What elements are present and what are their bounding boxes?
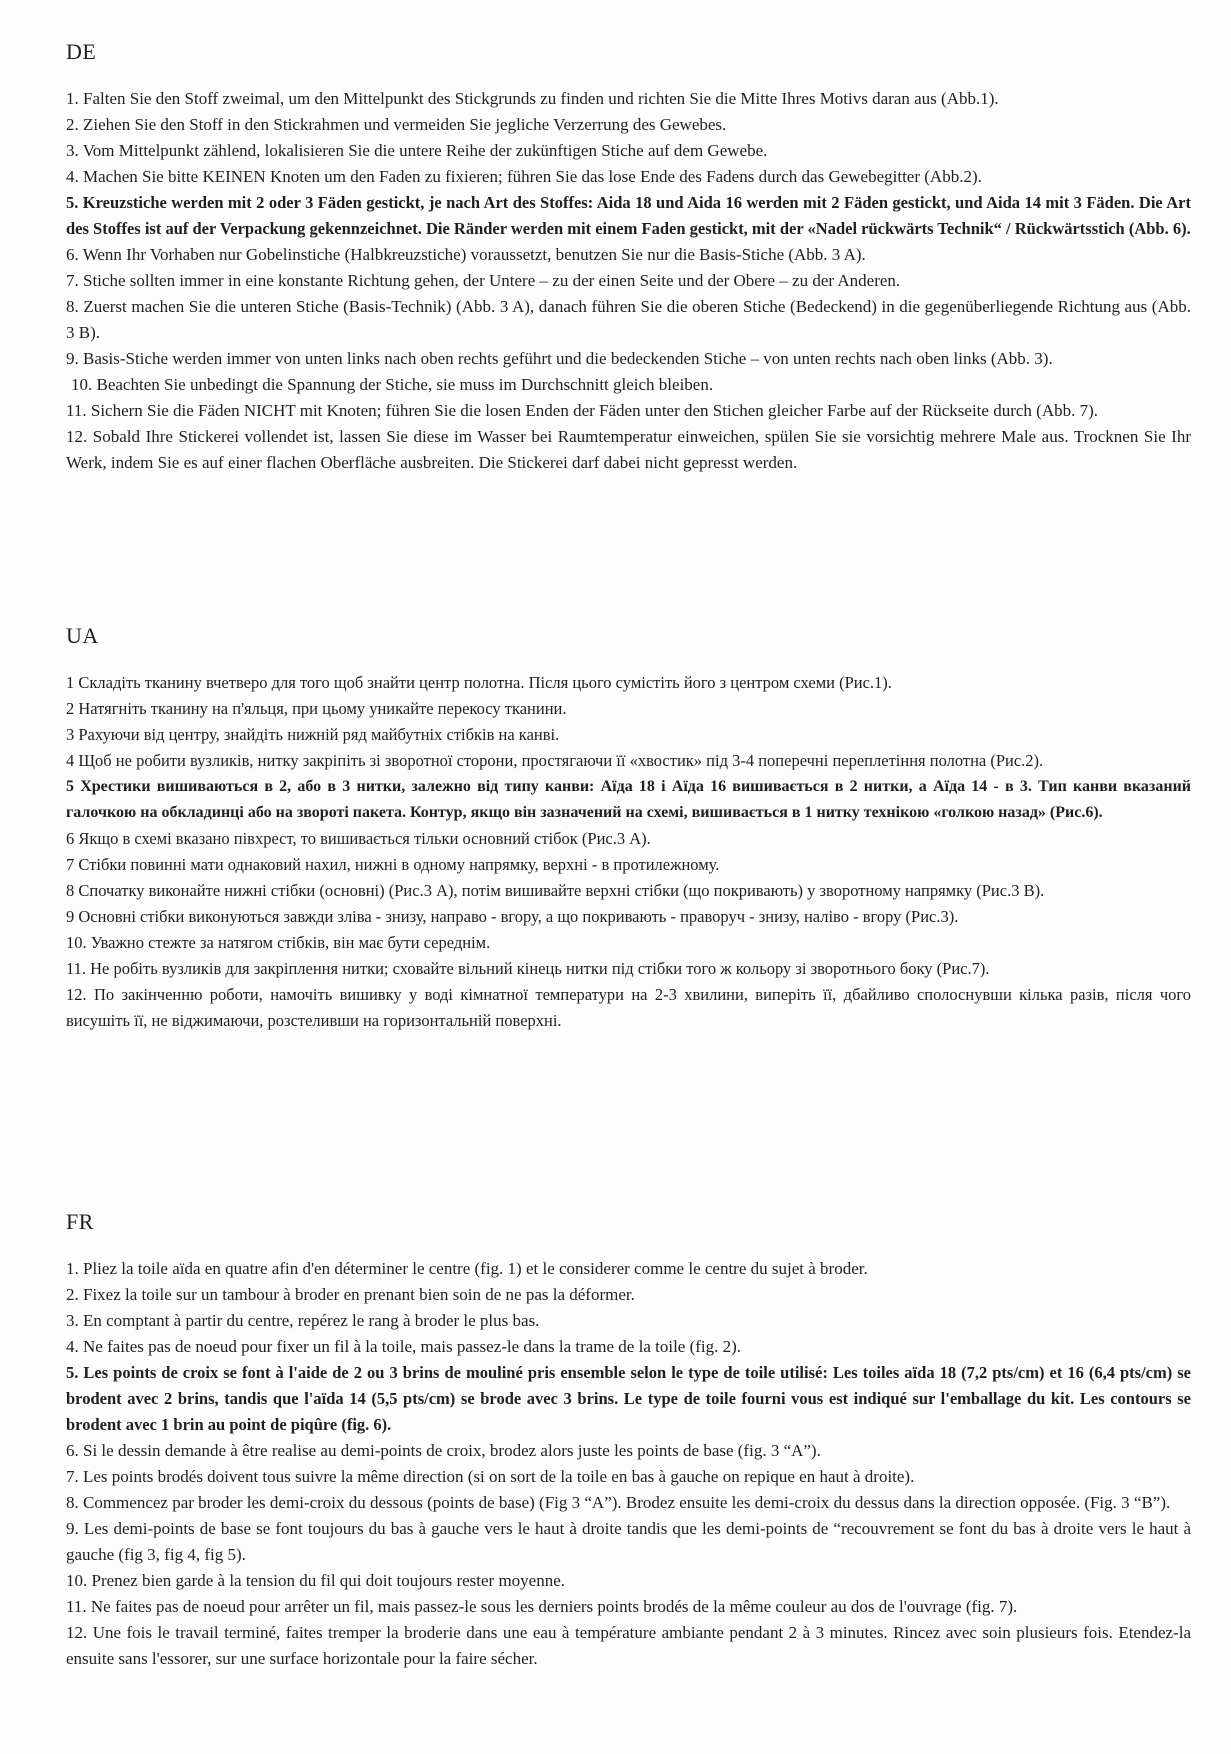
list-item: 1. Pliez la toile aïda en quatre afin d'en déterminer le centre (fig. 1) et le considerer comme le centre du sujet à broder. [66,1259,868,1278]
list-item-bold: 5 Хрестики вишиваються в 2, або в 3 нитки, залежно від типу канви: Аїда 18 і Аїда 16 вишивається в 2 нитки, а Аїда 14 - в 3. Тип канви вказаний галочкою на обкладинці або на звороті пакета. Контур, якщо він зазначений на схемі, вишивається в 1 нитку технікою «голкою назад» (Рис.6). [66,778,1191,821]
section-de [66,38,1191,476]
list-item: 2. Fixez la toile sur un tambour à broder en prenant bien soin de ne pas la déformer. [66,1285,635,1304]
list-item: 12. По закінченню роботи, намочіть вишивку у воді кімнатної температури на 2-3 хвилини, виперіть її, дбайливо сполоснувши кілька разів, після чого висушіть її, не віджимаючи, розстеливши на горизонтальній поверхні. [66,985,1191,1030]
list-item: 4. Machen Sie bitte KEINEN Knoten um den Faden zu fixieren; führen Sie das lose Ende des Fadens durch das Gewebegitter (Abb.2). [66,167,982,186]
list-item-bold: 5. Les points de croix se font à l'aide de 2 ou 3 brins de mouliné pris ensemble selon le type de toile utilisé: Les toiles aïda 18 (7,2 pts/cm) et 16 (6,4 pts/cm) se brodent avec 2 brins, tandis que l'aïda 14 (5,5 pts/cm) se brode avec 3 brins. Le type de toile fourni vous est indiqué sur l'emballage du kit. Les contours se brodent avec 1 brin au point de piqûre (fig. 6). [66,1363,1191,1434]
list-item: 7. Les points brodés doivent tous suivre la même direction (si on sort de la toile en bas à gauche on repique en haut à droite). [66,1467,915,1486]
list-item: 8. Commencez par broder les demi-croix du dessous (points de base) (Fig 3 “A”). Brodez ensuite les demi-croix du dessus dans la direction opposée. (Fig. 3 “B”). [66,1493,1171,1512]
list-item: 11. Sichern Sie die Fäden NICHT mit Knoten; führen Sie die losen Enden der Fäden unter den Stichen gleicher Farbe auf der Rückseite durch (Abb. 7). [66,401,1099,420]
list-item: 10. Prenez bien garde à la tension du fil qui doit toujours rester moyenne. [66,1571,566,1590]
list-item: 2 Натягніть тканину на п'яльця, при цьому уникайте перекосу тканини. [66,699,567,718]
list-item: 4. Ne faites pas de noeud pour fixer un fil à la toile, mais passez-le dans la trame de la toile (fig. 2). [66,1337,742,1356]
list-item: 6. Si le dessin demande à être realise au demi-points de croix, brodez alors juste les points de base (fig. 3 “A”). [66,1441,821,1460]
list-item: 10. Уважно стежте за натягом стібків, він має бути середнім. [66,933,491,952]
section-ua [66,622,1191,1034]
list-item: 8. Zuerst machen Sie die unteren Stiche (Basis-Technik) (Abb. 3 A), danach führen Sie die oberen Stiche (Bedeckend) in die gegenüberliegende Richtung aus (Abb. 3 B). [66,297,1191,342]
list-item: 4 Щоб не робити вузликів, нитку закріпіть зі зворотної сторони, простягаючи її «хвостик» під 3-4 поперечні переплетіння полотна (Рис.2). [66,751,1044,770]
list-item: 1. Falten Sie den Stoff zweimal, um den Mittelpunkt des Stickgrunds zu finden und richten Sie die Mitte Ihres Motivs daran aus (Abb.1). [66,89,999,108]
section-heading-ua: UA [66,623,99,648]
list-item: 11. Не робіть вузликів для закріплення нитки; сховайте вільний кінець нитки під стібки того ж кольору зі зворотнього боку (Рис.7). [66,959,990,978]
list-item: 2. Ziehen Sie den Stoff in den Stickrahmen und vermeiden Sie jegliche Verzerrung des Gewebes. [66,115,727,134]
instructions-list-de [66,86,1191,476]
list-item: 6 Якщо в схемі вказано півхрест, то вишивається тільки основний стібок (Рис.3 А). [66,829,651,848]
list-item: 1 Складіть тканину вчетверо для того щоб знайти центр полотна. Після цього сумістіть його з центром схеми (Рис.1). [66,673,892,692]
list-item: 7. Stiche sollten immer in eine konstante Richtung gehen, der Untere – zu der einen Seite und der Obere – zu der Anderen. [66,271,901,290]
list-item: 12. Sobald Ihre Stickerei vollendet ist, lassen Sie diese im Wasser bei Raumtemperatur einweichen, spülen Sie sie vorsichtig mehrere Male aus. Trocknen Sie Ihr Werk, indem Sie es auf einer flachen Oberfläche ausbreiten. Die Stickerei darf dabei nicht gepresst werden. [66,427,1191,472]
list-item: 8 Спочатку виконайте нижні стібки (основні) (Рис.3 А), потім вишивайте верхні стібки (що покривають) у зворотному напрямку (Рис.3 В). [66,881,1045,900]
instructions-list-fr [66,1256,1191,1672]
list-item: 9. Basis-Stiche werden immer von unten links nach oben rechts geführt und die bedeckenden Stiche – von unten rechts nach oben links (Abb. 3). [66,349,1053,368]
list-item: 12. Une fois le travail terminé, faites tremper la broderie dans une eau à température ambiante pendant 2 à 3 minutes. Rincez avec soin plusieurs fois. Etendez-la ensuite sans l'essorer, sur une surface horizontale pour la faire sécher. [66,1623,1191,1668]
instructions-list-ua [66,670,1191,1034]
list-item: 9 Основні стібки виконуються завжди зліва - знизу, направо - вгору, а що покривають - праворуч - знизу, наліво - вгору (Рис.3). [66,907,959,926]
list-item: 3 Рахуючи від центру, знайдіть нижній ряд майбутніх стібків на канві. [66,725,560,744]
list-item: 6. Wenn Ihr Vorhaben nur Gobelinstiche (Halbkreuzstiche) voraussetzt, benutzen Sie nur die Basis-Stiche (Abb. 3 A). [66,245,866,264]
list-item: 10. Beachten Sie unbedingt die Spannung der Stiche, sie muss im Durchschnitt gleich bleiben. [71,375,714,394]
section-fr [66,1208,1191,1672]
list-item: 9. Les demi-points de base se font toujours du bas à gauche vers le haut à droite tandis que les demi-points de “recouvrement se font du bas à droite vers le haut à gauche (fig 3, fig 4, fig 5). [66,1519,1191,1564]
section-heading-de: DE [66,39,97,64]
list-item: 7 Стібки повинні мати однаковий нахил, нижні в одному напрямку, верхні - в протилежному. [66,855,720,874]
list-item: 11. Ne faites pas de noeud pour arrêter un fil, mais passez-le sous les derniers points brodés de la même couleur au dos de l'ouvrage (fig. 7). [66,1597,1018,1616]
section-heading-fr: FR [66,1209,94,1234]
list-item: 3. En comptant à partir du centre, repérez le rang à broder le plus bas. [66,1311,540,1330]
list-item: 3. Vom Mittelpunkt zählend, lokalisieren Sie die untere Reihe der zukünftigen Stiche auf dem Gewebe. [66,141,768,160]
list-item-bold: 5. Kreuzstiche werden mit 2 oder 3 Fäden gestickt, je nach Art des Stoffes: Aida 18 und Aida 16 werden mit 2 Fäden gestickt, und Aida 14 mit 3 Fäden. Die Art des Stoffes ist auf der Verpackung gekennzeichnet. Die Ränder werden mit einem Faden gestickt, mit der «Nadel rückwärts Technik“ / Rückwärtsstich (Abb. 6). [66,193,1191,238]
